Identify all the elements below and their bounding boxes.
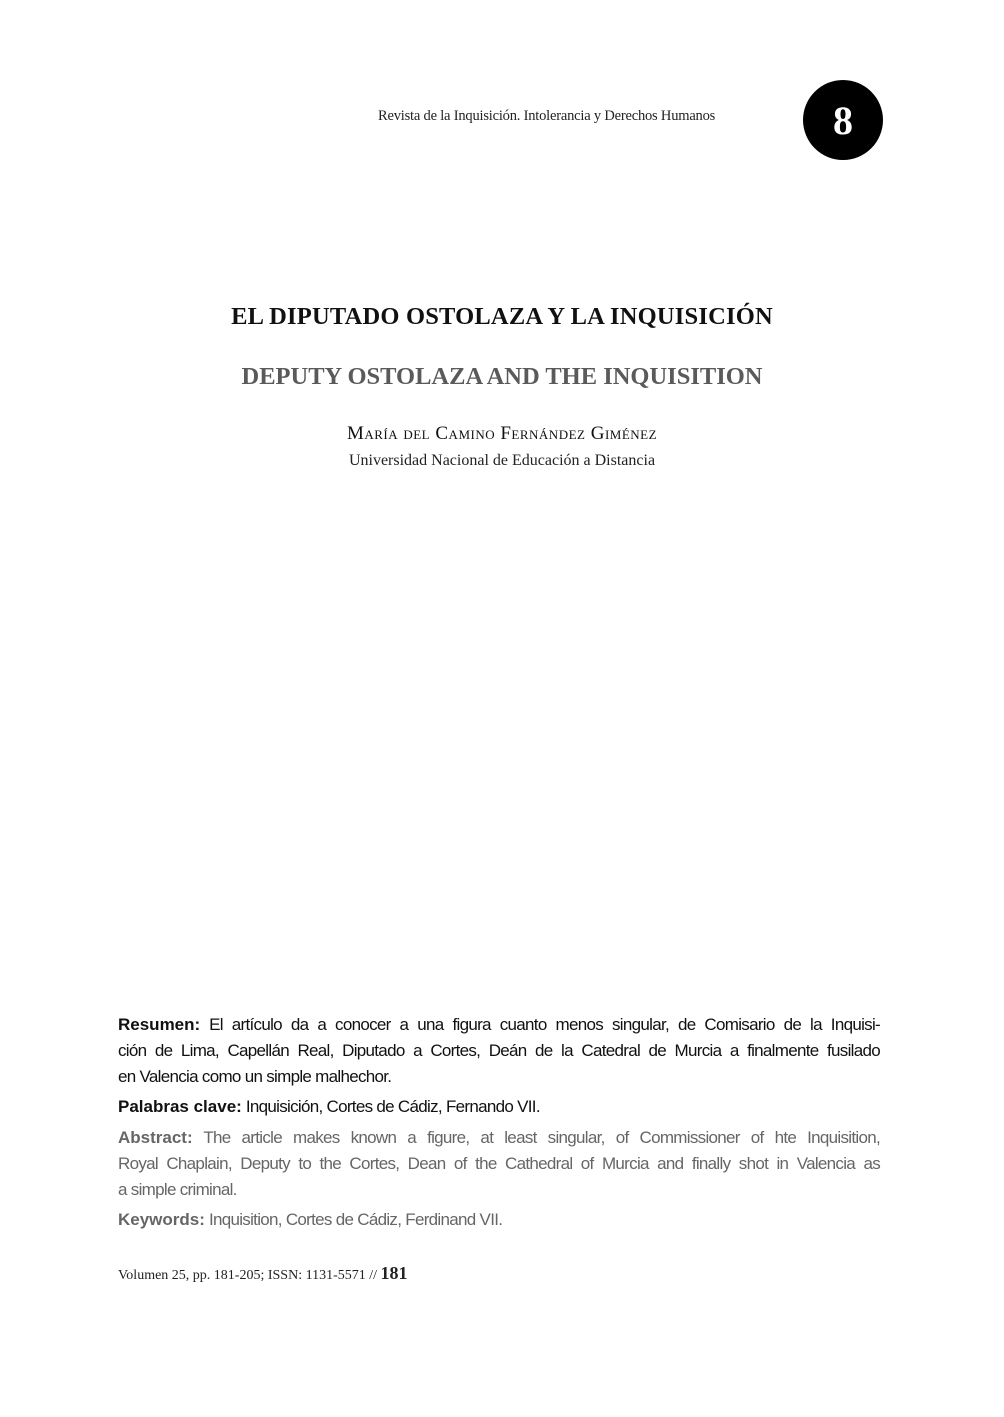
keywords-text: Inquisition, Cortes de Cádiz, Ferdinand VII.	[204, 1210, 503, 1229]
keywords-paragraph	[118, 1207, 880, 1233]
abstract-label: Abstract:	[118, 1128, 193, 1147]
running-header-journal: Revista de la Inquisición. Intolerancia y Derechos Humanos	[378, 108, 716, 124]
abstract-paragraph	[118, 1125, 880, 1203]
footer-citation: Volumen 25, pp. 181-205; ISSN: 1131-5571 //	[118, 1268, 381, 1283]
issue-number-badge: 8	[803, 80, 883, 160]
resumen-label: Resumen:	[118, 1015, 201, 1034]
resumen-line: ción de Lima, Capellán Real, Diputado a Cortes, Deán de la Catedral de Murcia a finalmente fusilado	[118, 1041, 880, 1060]
abstract-line: The article makes known a figure, at least singular, of Commissioner of hte Inquisition,	[192, 1128, 880, 1147]
article-subtitle-english: DEPUTY OSTOLAZA AND THE INQUISITION	[241, 363, 763, 390]
author-affiliation: Universidad Nacional de Educación a Distancia	[348, 452, 656, 469]
abstract-line: Royal Chaplain, Deputy to the Cortes, Dean of the Cathedral of Murcia and finally shot in Valencia as	[118, 1154, 880, 1173]
resumen-line: en Valencia como un simple malhechor.	[118, 1067, 392, 1086]
page-footer	[118, 1263, 408, 1284]
abstract-line: a simple criminal.	[118, 1180, 237, 1199]
author-name: María del Camino Fernández Giménez	[346, 423, 658, 444]
palabras-clave-text: Inquisición, Cortes de Cádiz, Fernando VII.	[241, 1097, 540, 1116]
palabras-clave-label: Palabras clave:	[118, 1097, 242, 1116]
page-number: 181	[380, 1263, 408, 1283]
keywords-label: Keywords:	[118, 1210, 205, 1229]
article-title: EL DIPUTADO OSTOLAZA Y LA INQUISICIÓN	[231, 303, 773, 330]
palabras-clave-paragraph	[118, 1094, 880, 1120]
resumen-line: El artículo da a conocer a una figura cuanto menos singular, de Comisario de la Inquisi-	[200, 1015, 880, 1034]
resumen-paragraph	[118, 1012, 880, 1090]
